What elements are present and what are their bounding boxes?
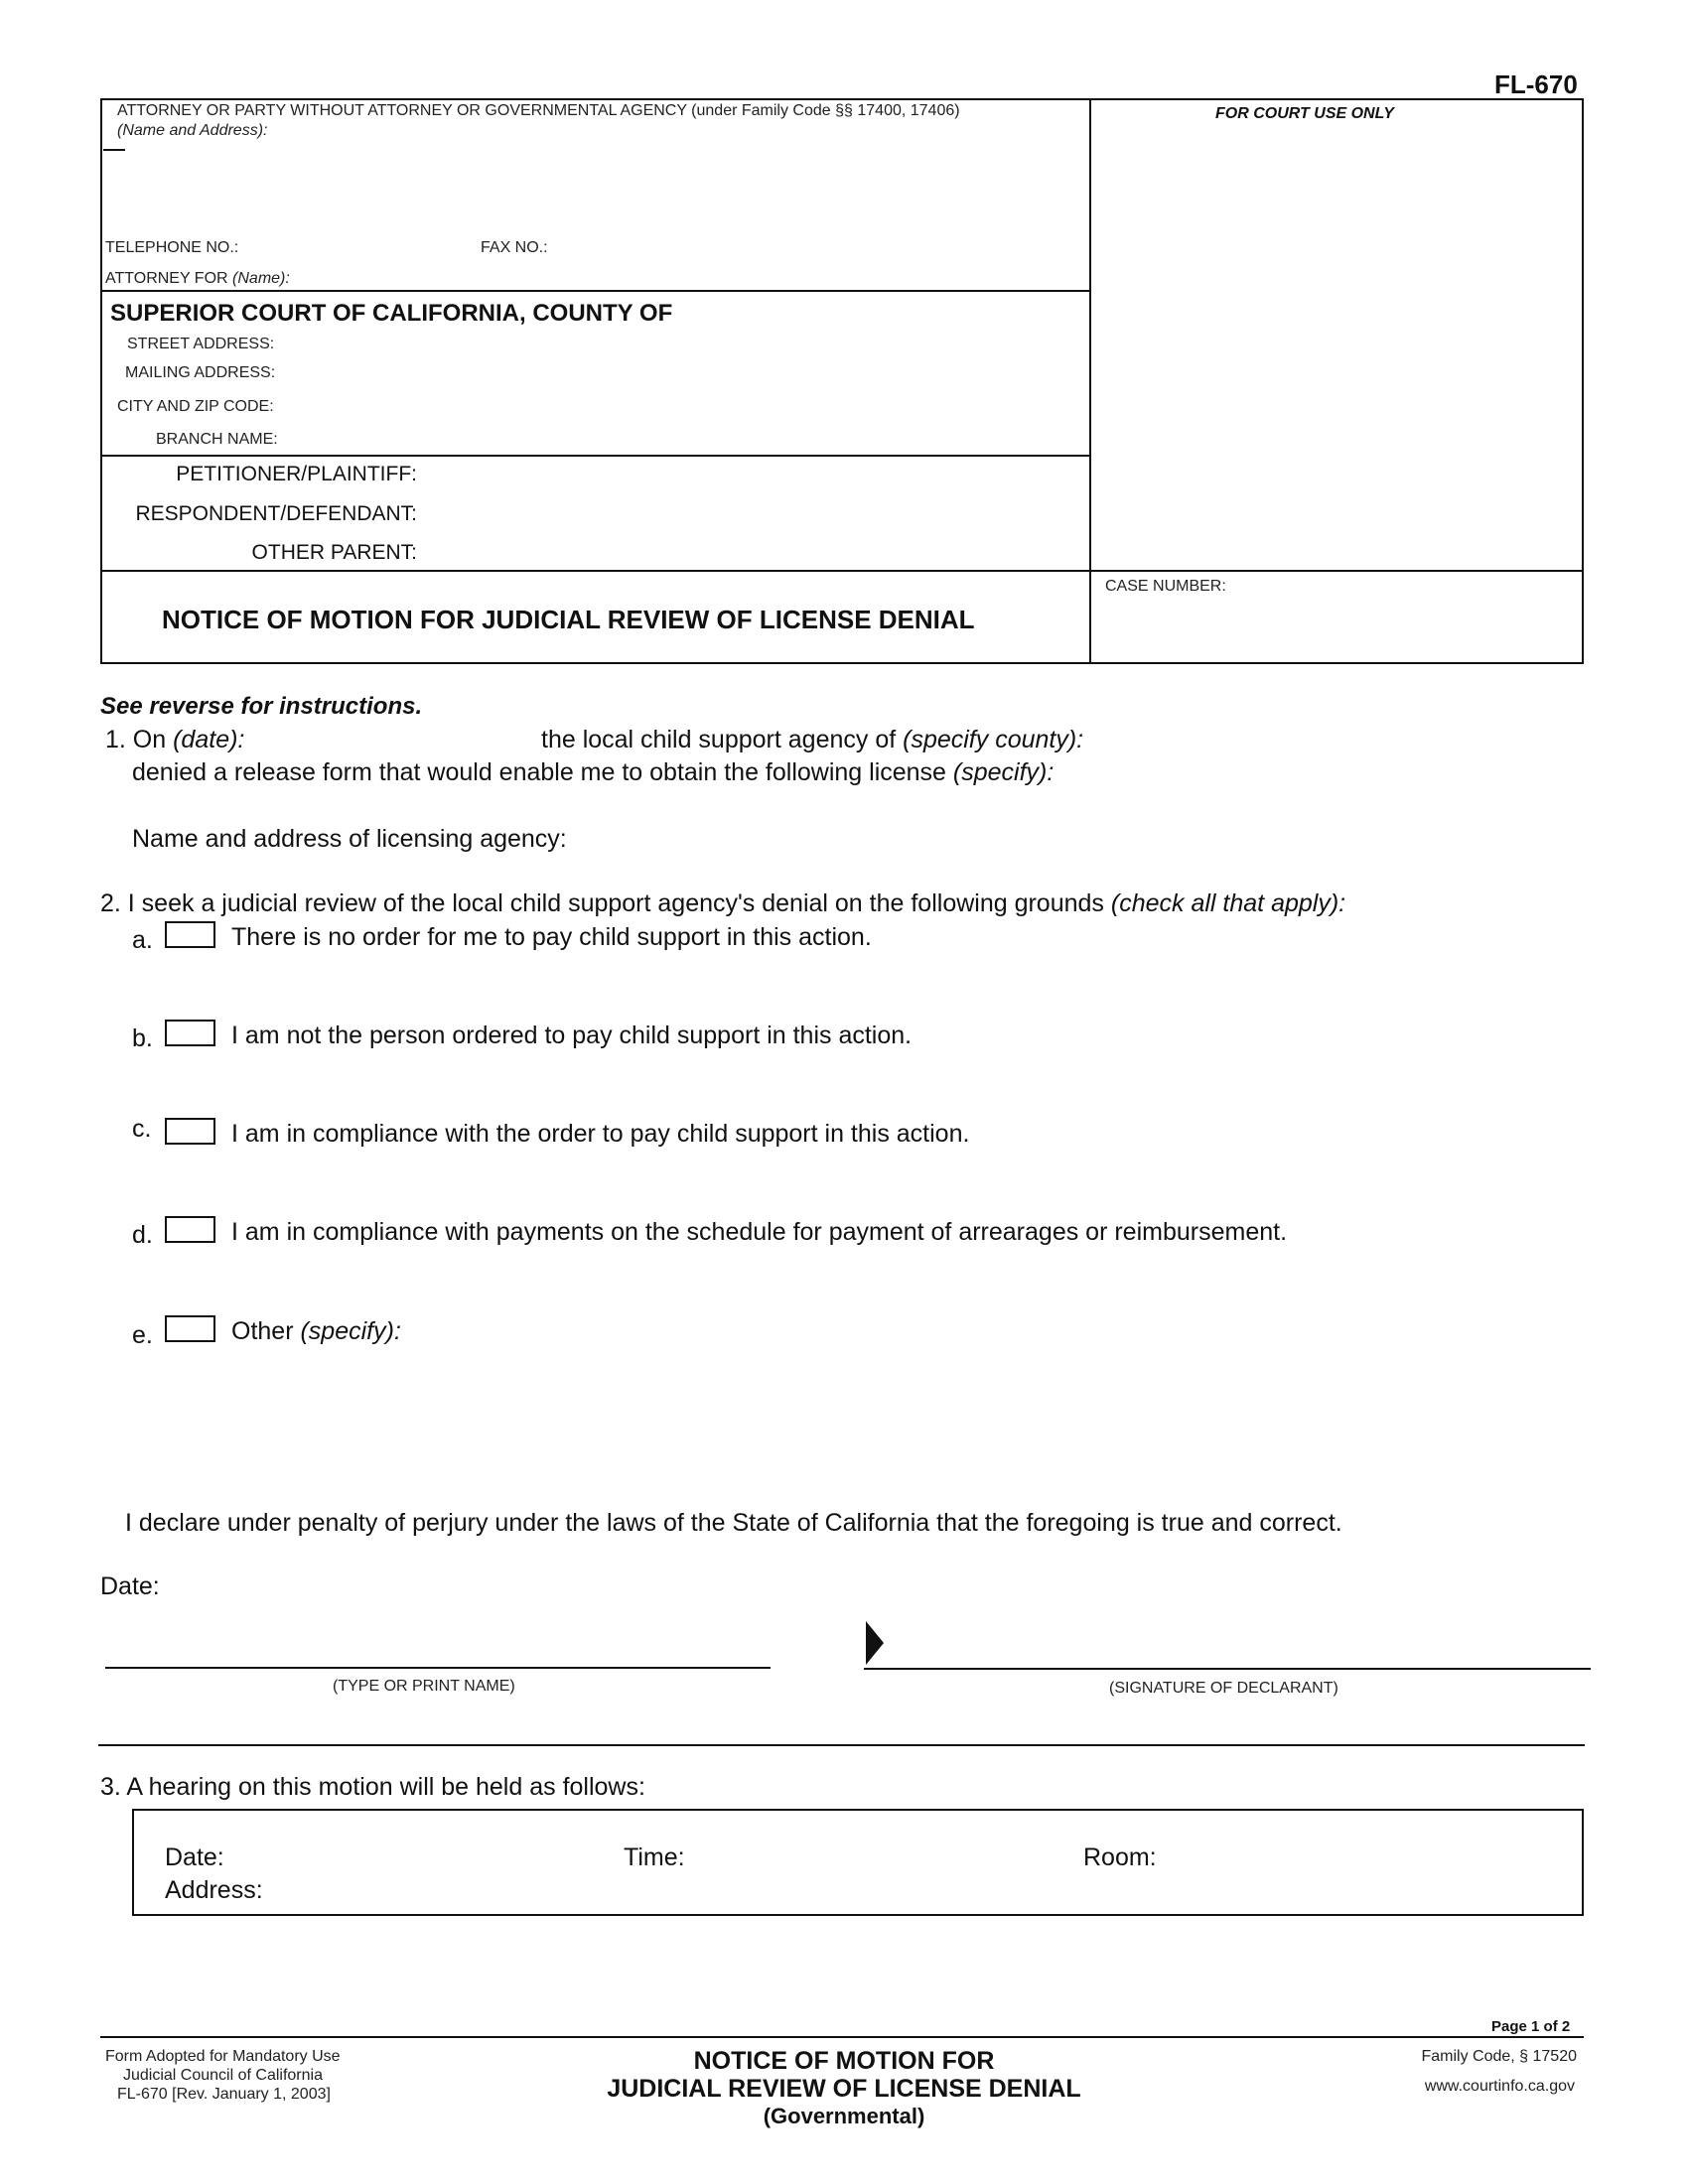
respondent-field[interactable] — [427, 498, 1072, 528]
footer-title — [556, 2047, 1132, 2130]
court-title: SUPERIOR COURT OF CALIFORNIA, COUNTY OF — [110, 300, 673, 327]
case-number-label: CASE NUMBER: — [1105, 578, 1226, 595]
attorney-for-field[interactable] — [308, 264, 1072, 288]
option-b-letter: b. — [132, 1024, 153, 1052]
print-name-caption: (TYPE OR PRINT NAME) — [333, 1678, 515, 1695]
telephone-field[interactable] — [248, 234, 467, 260]
hearing-time-label: Time: — [624, 1843, 685, 1871]
attorney-for-label — [105, 270, 290, 288]
item2-check-all-hint: (check all that apply): — [1110, 889, 1346, 917]
court-section-top-rule — [100, 290, 1089, 292]
see-reverse-note: See reverse for instructions. — [100, 693, 423, 720]
declaration-text: I declare under penalty of perjury under the laws of the State of California that the foregoing is true and correct. — [125, 1509, 1342, 1537]
mailing-address-label: MAILING ADDRESS: — [125, 364, 276, 381]
item3-intro: 3. A hearing on this motion will be held as follows: — [100, 1773, 645, 1801]
option-e-checkbox[interactable] — [165, 1315, 215, 1342]
signature-arrow-icon — [866, 1621, 884, 1665]
option-e-specify-hint: (specify): — [300, 1317, 401, 1345]
item1-specify-hint: (specify): — [952, 758, 1055, 786]
signature-caption: (SIGNATURE OF DECLARANT) — [1109, 1680, 1338, 1697]
court-use-only-label: FOR COURT USE ONLY — [1215, 105, 1394, 122]
footer-adopted: Form Adopted for Mandatory Use — [105, 2048, 341, 2065]
respondent-label: RESPONDENT/DEFENDANT: — [135, 502, 417, 525]
option-e-text: Other — [231, 1317, 294, 1345]
form-number: FL-670 — [1494, 69, 1578, 99]
item1-agency: the local child support agency of — [541, 726, 897, 753]
item1-on: 1. On — [105, 726, 167, 753]
footer-rule — [100, 2036, 1584, 2038]
option-c-checkbox[interactable] — [165, 1118, 215, 1145]
option-c-letter: c. — [132, 1115, 152, 1143]
date-label: Date: — [100, 1572, 160, 1600]
item2-intro: 2. I seek a judicial review of the local child support agency's denial on the following grounds — [100, 889, 1104, 917]
fax-field[interactable] — [556, 234, 1062, 260]
footer-family-code: Family Code, § 17520 — [1421, 2048, 1577, 2065]
item1-county-hint: (specify county): — [903, 726, 1084, 753]
case-number-field[interactable] — [1105, 606, 1572, 649]
item1-license-field[interactable] — [132, 790, 1562, 820]
print-name-field[interactable] — [107, 1628, 763, 1662]
other-parent-label: OTHER PARENT: — [251, 541, 417, 564]
caption-divider — [1089, 98, 1091, 664]
city-zip-field[interactable] — [298, 392, 1072, 418]
hearing-room-label: Room: — [1083, 1843, 1157, 1871]
telephone-label: TELEPHONE NO.: — [105, 239, 239, 256]
option-d-checkbox[interactable] — [165, 1216, 215, 1243]
attorney-label: ATTORNEY OR PARTY WITHOUT ATTORNEY OR GOVERNMENTAL AGENCY (under Family Code §§ 17400, 17406) — [117, 102, 960, 119]
option-c-text: I am in compliance with the order to pay child support in this action. — [231, 1120, 970, 1148]
hearing-room-field[interactable] — [1162, 1842, 1569, 1871]
signature-field[interactable] — [892, 1628, 1587, 1662]
option-d-text: I am in compliance with payments on the schedule for payment of arrearages or reimbursement. — [231, 1218, 1288, 1246]
footer-title-line2: JUDICIAL REVIEW OF LICENSE DENIAL — [607, 2075, 1081, 2103]
hearing-address-label: Address: — [165, 1876, 263, 1904]
petitioner-field[interactable] — [427, 459, 1072, 488]
item1-denied-line — [132, 758, 1054, 787]
hearing-address-field[interactable] — [268, 1875, 1569, 1905]
item1-denied: denied a release form that would enable me to obtain the following license — [132, 758, 946, 786]
print-name-line — [105, 1667, 771, 1669]
hearing-date-field[interactable] — [238, 1842, 606, 1871]
hearing-time-field[interactable] — [695, 1842, 1072, 1871]
option-e-line — [231, 1317, 401, 1346]
signature-line — [864, 1668, 1591, 1670]
item1-licensing-field[interactable] — [571, 823, 1564, 853]
option-b-checkbox[interactable] — [165, 1020, 215, 1046]
document-title: NOTICE OF MOTION FOR JUDICIAL REVIEW OF LICENSE DENIAL — [162, 605, 975, 634]
option-a-text: There is no order for me to pay child support in this action. — [231, 923, 872, 951]
footer-website[interactable]: www.courtinfo.ca.gov — [1424, 2078, 1575, 2095]
title-section-top-rule — [100, 570, 1584, 572]
item1-county-field[interactable] — [1092, 725, 1569, 754]
hearing-date-label: Date: — [165, 1843, 224, 1871]
attorney-for-name-hint: (Name): — [232, 270, 290, 287]
footer-title-line1: NOTICE OF MOTION FOR — [693, 2047, 995, 2075]
street-address-label: STREET ADDRESS: — [127, 336, 275, 352]
footer-title-line3: (Governmental) — [763, 2104, 925, 2128]
page-indicator: Page 1 of 2 — [1491, 2018, 1571, 2035]
item1-date-field[interactable] — [256, 725, 534, 754]
attorney-name-address-field[interactable] — [129, 149, 1072, 228]
branch-name-field[interactable] — [298, 425, 1072, 451]
petitioner-label: PETITIONER/PLAINTIFF: — [176, 463, 417, 485]
item2-intro-line — [100, 889, 1345, 918]
other-parent-field[interactable] — [427, 537, 1072, 567]
item1-on-line — [105, 726, 244, 754]
item1-date-hint: (date): — [173, 726, 245, 753]
option-d-letter: d. — [132, 1221, 153, 1249]
option-b-text: I am not the person ordered to pay child support in this action. — [231, 1022, 913, 1049]
name-field-tick — [103, 149, 125, 151]
parties-section-top-rule — [100, 455, 1089, 457]
branch-name-label: BRANCH NAME: — [156, 431, 278, 448]
option-e-specify-field[interactable] — [407, 1316, 1559, 1346]
item1-agency-line — [541, 726, 1083, 754]
section-divider — [98, 1744, 1585, 1746]
name-address-label: (Name and Address): — [117, 122, 268, 139]
footer-rev: FL-670 [Rev. January 1, 2003] — [117, 2086, 331, 2103]
attorney-for-text: ATTORNEY FOR — [105, 270, 228, 287]
declaration-date-field[interactable] — [169, 1570, 566, 1600]
fax-label: FAX NO.: — [481, 239, 548, 256]
option-a-letter: a. — [132, 926, 153, 954]
option-e-letter: e. — [132, 1321, 153, 1349]
item1-licensing-label: Name and address of licensing agency: — [132, 825, 567, 853]
option-a-checkbox[interactable] — [165, 921, 215, 948]
mailing-address-field[interactable] — [298, 358, 1072, 384]
street-address-field[interactable] — [298, 330, 1072, 355]
city-zip-label: CITY AND ZIP CODE: — [117, 398, 274, 415]
footer-council: Judicial Council of California — [123, 2067, 323, 2084]
